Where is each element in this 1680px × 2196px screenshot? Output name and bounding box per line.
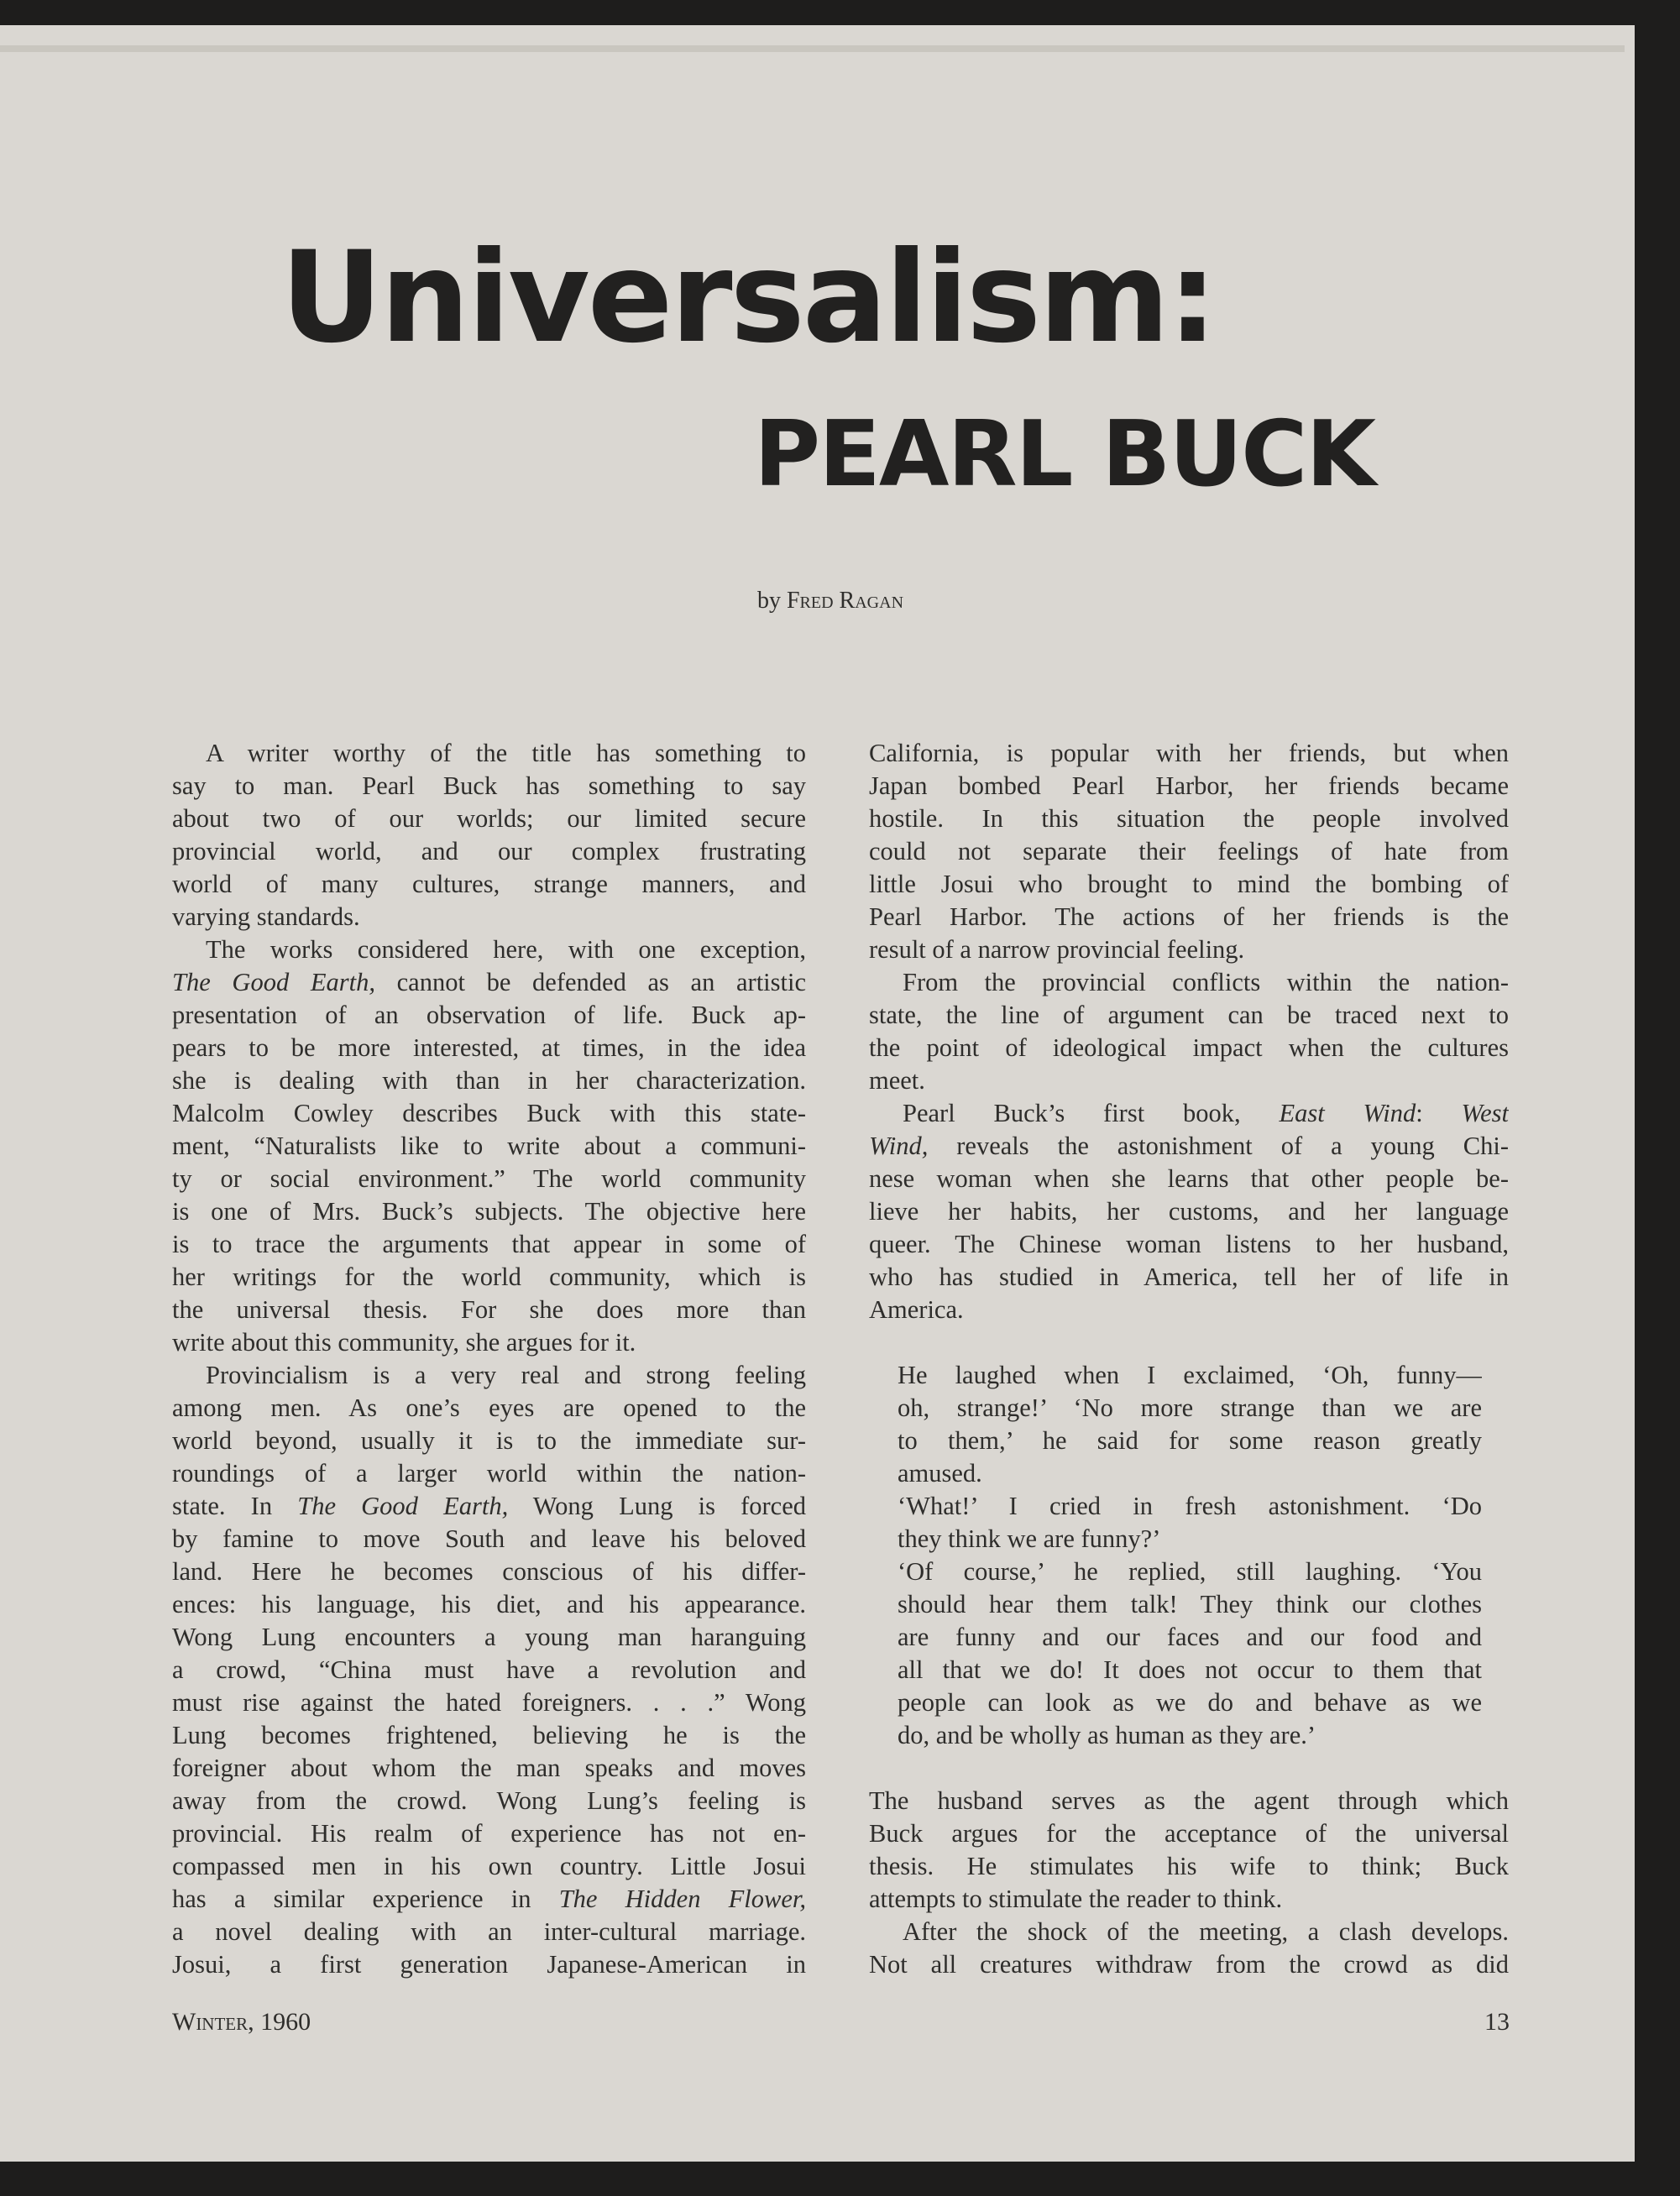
- text-line: [869, 1785, 1509, 1817]
- text-line: [172, 770, 806, 803]
- text-run: must rise against the hated foreigners. . . .” Wong: [172, 1688, 806, 1717]
- text-line: [898, 1654, 1482, 1686]
- paragraph: [869, 737, 1509, 966]
- text-run: compassed men in his own country. Little Josui: [172, 1852, 806, 1880]
- text-line: [172, 1948, 806, 1981]
- text-line: [898, 1425, 1482, 1457]
- text-run: a crowd, “China must have a revolution and: [172, 1655, 806, 1684]
- text-run: America.: [869, 1295, 964, 1324]
- text-line: [869, 1294, 1509, 1326]
- text-run: Malcolm Cowley describes Buck with this state-: [172, 1099, 806, 1127]
- text-run: hostile. In this situation the people involved: [869, 804, 1509, 833]
- text-run: people can look as we do and behave as we: [898, 1688, 1482, 1717]
- text-run: meet.: [869, 1066, 925, 1095]
- text-run: lieve her habits, her customs, and her language: [869, 1197, 1509, 1226]
- text-run: by famine to move South and leave his beloved: [172, 1524, 806, 1553]
- text-run: Pearl Buck’s first book,: [903, 1099, 1280, 1127]
- text-line: [172, 1195, 806, 1228]
- text-line: [172, 901, 806, 933]
- text-run: could not separate their feelings of hate from: [869, 837, 1509, 865]
- text-line: [869, 999, 1509, 1032]
- text-run: the universal thesis. For she does more than: [172, 1295, 806, 1324]
- text-run: pears to be more interested, at times, in the idea: [172, 1033, 806, 1062]
- text-line: [898, 1457, 1482, 1490]
- text-line: [869, 1850, 1509, 1883]
- text-run: attempts to stimulate the reader to think.: [869, 1885, 1283, 1913]
- text-line: [172, 1785, 806, 1817]
- paragraph: [869, 1785, 1509, 1916]
- italic-title: The Good Earth,: [297, 1492, 509, 1520]
- italic-title: East Wind: [1279, 1099, 1416, 1127]
- text-run: state, the line of argument can be traced next to: [869, 1001, 1509, 1029]
- text-line: [869, 1817, 1509, 1850]
- paragraph: [898, 1556, 1482, 1752]
- article-title: Universalism:: [280, 225, 1216, 371]
- text-run: He laughed when I exclaimed, ‘Oh, funny—: [898, 1361, 1482, 1389]
- text-line: [869, 901, 1509, 933]
- text-line: [172, 1523, 806, 1556]
- paragraph: [898, 1490, 1482, 1556]
- text-run: her writings for the world community, which is: [172, 1263, 806, 1291]
- article-subtitle: PEARL BUCK: [754, 402, 1375, 507]
- text-column-right: [869, 737, 1509, 1981]
- italic-title: The Good Earth,: [172, 968, 375, 996]
- text-line: [172, 1064, 806, 1097]
- text-run: Provincialism is a very real and strong feeling: [206, 1361, 806, 1389]
- paragraph: [869, 1916, 1509, 1981]
- text-line: [869, 803, 1509, 835]
- text-line: [172, 1294, 806, 1326]
- text-run: Wong Lung encounters a young man haranguing: [172, 1623, 806, 1651]
- text-line: [898, 1588, 1482, 1621]
- text-line: [172, 1228, 806, 1261]
- text-run: :: [1416, 1099, 1462, 1127]
- text-run: Not all creatures withdraw from the crowd as did: [869, 1950, 1509, 1979]
- text-line: [869, 737, 1509, 770]
- italic-title: Wind,: [869, 1132, 929, 1160]
- text-line: [869, 1916, 1509, 1948]
- text-run: world beyond, usually it is to the immediate sur-: [172, 1426, 806, 1455]
- text-line: [172, 1261, 806, 1294]
- text-line: [898, 1719, 1482, 1752]
- text-line: [869, 933, 1509, 966]
- text-line: [869, 1883, 1509, 1916]
- page-edge: [0, 45, 1625, 52]
- text-run: Pearl Harbor. The actions of her friends is the: [869, 902, 1509, 931]
- text-line: [172, 1916, 806, 1948]
- text-run: ment, “Naturalists like to write about a communi-: [172, 1132, 806, 1160]
- text-run: thesis. He stimulates his wife to think; Buck: [869, 1852, 1509, 1880]
- text-run: has a similar experience in: [172, 1885, 559, 1913]
- text-run: little Josui who brought to mind the bombing of: [869, 870, 1509, 898]
- text-run: who has studied in America, tell her of life in: [869, 1263, 1509, 1291]
- text-line: [869, 966, 1509, 999]
- text-run: varying standards.: [172, 902, 360, 931]
- text-line: [172, 868, 806, 901]
- text-run: about two of our worlds; our limited secure: [172, 804, 806, 833]
- text-line: [869, 835, 1509, 868]
- paragraph: [869, 1097, 1509, 1326]
- text-run: result of a narrow provincial feeling.: [869, 935, 1245, 964]
- text-run: After the shock of the meeting, a clash develops.: [903, 1917, 1509, 1946]
- text-line: [172, 1556, 806, 1588]
- text-line: [172, 1686, 806, 1719]
- paragraph: [172, 1359, 806, 1981]
- text-line: [172, 1850, 806, 1883]
- text-line: [172, 1588, 806, 1621]
- text-line: [898, 1359, 1482, 1392]
- text-line: [172, 1425, 806, 1457]
- text-line: [869, 770, 1509, 803]
- text-run: A writer worthy of the title has something to: [206, 739, 806, 767]
- text-line: [898, 1621, 1482, 1654]
- byline-prefix: by: [756, 588, 787, 614]
- paragraph: [172, 933, 806, 1359]
- text-column-left: [172, 737, 806, 1981]
- text-run: a novel dealing with an inter-cultural marriage.: [172, 1917, 806, 1946]
- paragraph: [172, 737, 806, 933]
- text-run: provincial. His realm of experience has not en-: [172, 1819, 806, 1848]
- text-line: [869, 1064, 1509, 1097]
- text-run: Josui, a first generation Japanese-American in: [172, 1950, 806, 1979]
- text-line: [172, 803, 806, 835]
- text-line: [172, 1817, 806, 1850]
- text-run: ences: his language, his diet, and his appearance.: [172, 1590, 806, 1618]
- text-run: ‘Of course,’ he replied, still laughing. ‘You: [898, 1557, 1482, 1586]
- text-run: do, and be wholly as human as they are.’: [898, 1721, 1316, 1749]
- paragraph-gap: [869, 1752, 1509, 1785]
- text-line: [172, 1163, 806, 1195]
- text-run: ty or social environment.” The world community: [172, 1164, 806, 1193]
- text-line: [898, 1490, 1482, 1523]
- text-line: [172, 1490, 806, 1523]
- text-line: [172, 1097, 806, 1130]
- text-run: provincial world, and our complex frustrating: [172, 837, 806, 865]
- paragraph-gap: [869, 1326, 1509, 1359]
- text-line: [898, 1523, 1482, 1556]
- text-line: [898, 1392, 1482, 1425]
- text-line: [172, 1621, 806, 1654]
- text-line: [869, 868, 1509, 901]
- text-run: among men. As one’s eyes are opened to the: [172, 1393, 806, 1422]
- text-run: say to man. Pearl Buck has something to say: [172, 771, 806, 800]
- text-run: the point of ideological impact when the cultures: [869, 1033, 1509, 1062]
- text-run: ‘What!’ I cried in fresh astonishment. ‘Do: [898, 1492, 1482, 1520]
- text-line: [172, 1654, 806, 1686]
- text-run: Buck argues for the acceptance of the universal: [869, 1819, 1509, 1848]
- text-run: Japan bombed Pearl Harbor, her friends became: [869, 771, 1509, 800]
- text-line: [172, 1130, 806, 1163]
- text-line: [869, 1032, 1509, 1064]
- text-run: Lung becomes frightened, believing he is the: [172, 1721, 806, 1749]
- text-line: [172, 999, 806, 1032]
- text-line: [172, 737, 806, 770]
- text-run: should hear them talk! They think our clothes: [898, 1590, 1482, 1618]
- text-run: The husband serves as the agent through which: [869, 1786, 1509, 1815]
- text-run: The works considered here, with one exception,: [206, 935, 806, 964]
- text-line: [172, 933, 806, 966]
- text-line: [869, 1195, 1509, 1228]
- page-number: 13: [1484, 2008, 1510, 2036]
- text-run: cannot be defended as an artistic: [374, 968, 806, 996]
- text-line: [898, 1556, 1482, 1588]
- text-line: [172, 966, 806, 999]
- text-run: to them,’ he said for some reason greatly: [898, 1426, 1482, 1455]
- text-run: amused.: [898, 1459, 982, 1488]
- text-line: [869, 1261, 1509, 1294]
- text-line: [898, 1686, 1482, 1719]
- text-run: foreigner about whom the man speaks and moves: [172, 1754, 806, 1782]
- paragraph: [869, 966, 1509, 1097]
- text-run: roundings of a larger world within the nation-: [172, 1459, 806, 1488]
- italic-title: The Hidden Flower,: [558, 1885, 806, 1913]
- text-run: queer. The Chinese woman listens to her husband,: [869, 1230, 1509, 1258]
- italic-title: West: [1461, 1099, 1509, 1127]
- author-name: Fred Ragan: [786, 588, 904, 614]
- text-run: Wong Lung is forced: [508, 1492, 806, 1520]
- text-run: is one of Mrs. Buck’s subjects. The objective here: [172, 1197, 806, 1226]
- text-line: [869, 1097, 1509, 1130]
- text-run: California, is popular with her friends, but when: [869, 739, 1509, 767]
- byline: [0, 588, 1661, 614]
- text-line: [172, 1883, 806, 1916]
- text-run: write about this community, she argues for it.: [172, 1328, 636, 1357]
- text-run: oh, strange!’ ‘No more strange than we are: [898, 1393, 1482, 1422]
- text-run: away from the crowd. Wong Lung’s feeling is: [172, 1786, 806, 1815]
- text-run: they think we are funny?’: [898, 1524, 1161, 1553]
- text-run: are funny and our faces and our food and: [898, 1623, 1482, 1651]
- magazine-page: [0, 25, 1635, 2162]
- text-run: state. In: [172, 1492, 298, 1520]
- text-run: From the provincial conflicts within the nation-: [903, 968, 1509, 996]
- text-run: all that we do! It does not occur to them that: [898, 1655, 1482, 1684]
- text-line: [172, 1326, 806, 1359]
- text-line: [172, 1719, 806, 1752]
- text-run: she is dealing with than in her characterization.: [172, 1066, 806, 1095]
- text-line: [172, 1457, 806, 1490]
- text-run: world of many cultures, strange manners, and: [172, 870, 806, 898]
- text-run: land. Here he becomes conscious of his differ-: [172, 1557, 806, 1586]
- text-line: [172, 1392, 806, 1425]
- block-quote: [898, 1359, 1482, 1752]
- text-run: reveals the astonishment of a young Chi-: [928, 1132, 1509, 1160]
- text-line: [172, 835, 806, 868]
- text-run: presentation of an observation of life. Buck ap-: [172, 1001, 806, 1029]
- text-line: [869, 1228, 1509, 1261]
- text-line: [869, 1163, 1509, 1195]
- text-line: [869, 1130, 1509, 1163]
- paragraph: [898, 1359, 1482, 1490]
- text-line: [172, 1032, 806, 1064]
- text-line: [172, 1359, 806, 1392]
- issue-date: Winter, 1960: [172, 2008, 311, 2036]
- text-line: [869, 1948, 1509, 1981]
- text-line: [172, 1752, 806, 1785]
- text-run: is to trace the arguments that appear in some of: [172, 1230, 806, 1258]
- text-run: nese woman when she learns that other people be-: [869, 1164, 1509, 1193]
